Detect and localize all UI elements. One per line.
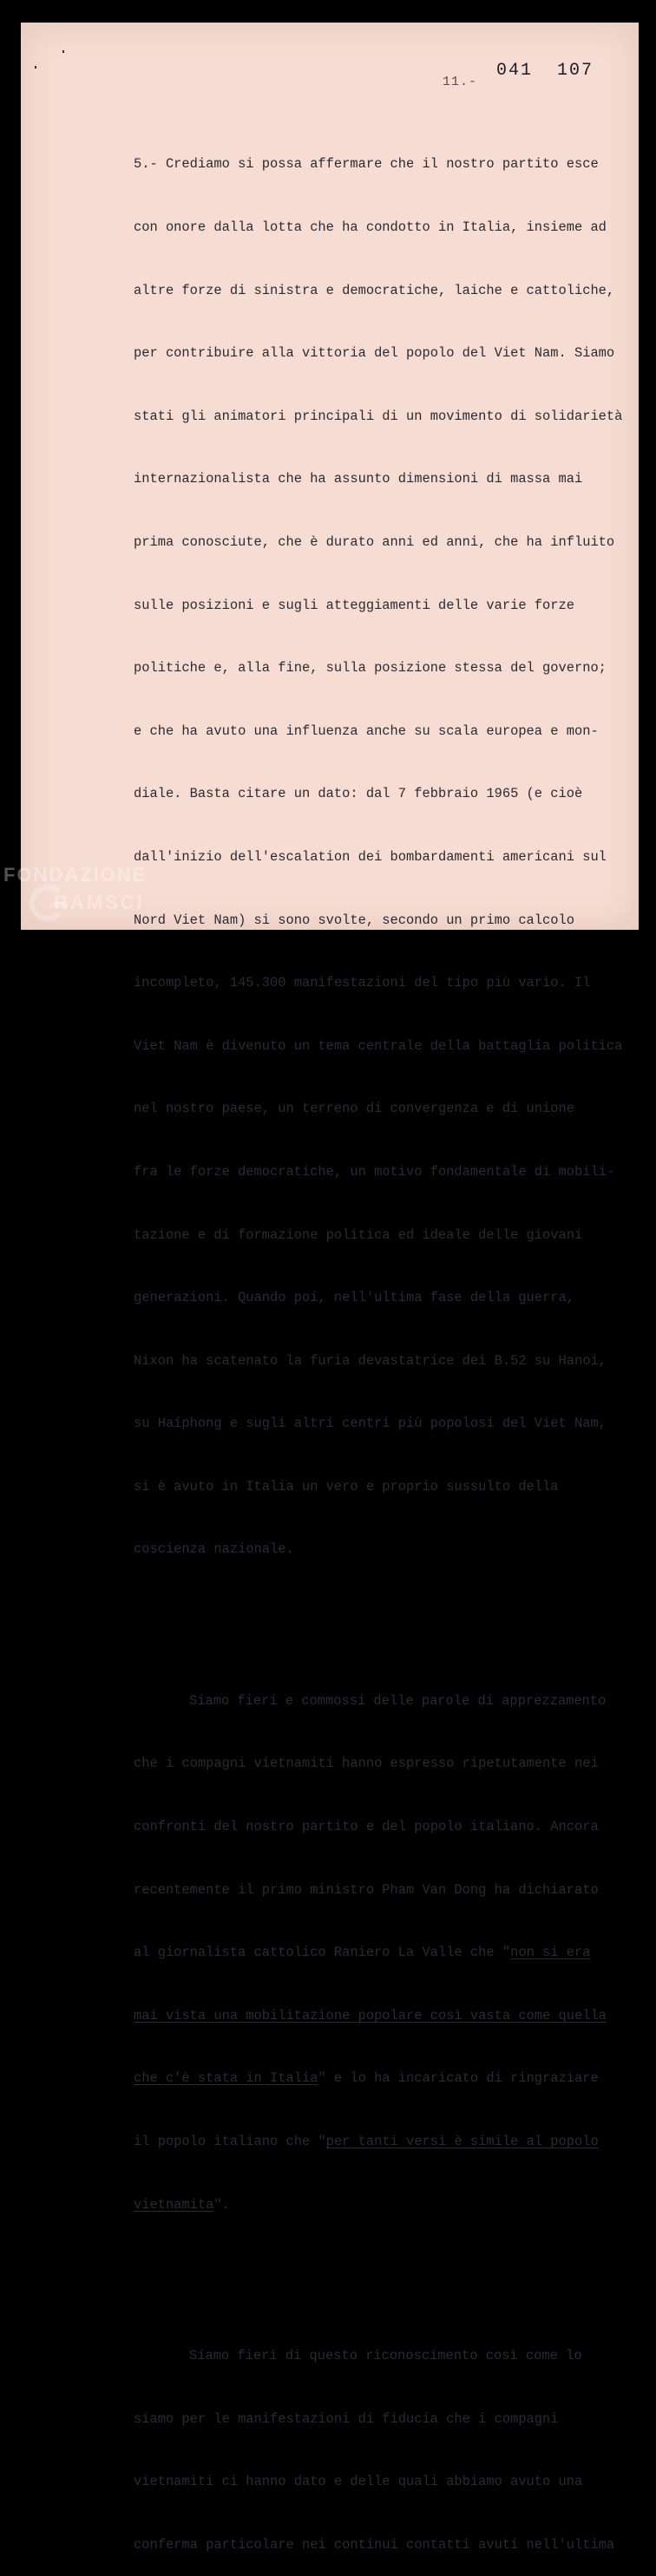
underlined-quote: per tanti versi è simile al popolo bbox=[325, 2134, 599, 2150]
text-line: diale. Basta citare un dato: dal 7 febbraio 1965 (e cioè bbox=[134, 786, 583, 802]
text-segment: il popolo italiano che " bbox=[134, 2134, 326, 2150]
text-line: prima conosciute, che è durato anni ed anni, che ha influito bbox=[134, 533, 615, 550]
text-line: con onore dalla lotta che ha condotto in Italia, insieme ad bbox=[134, 219, 607, 235]
fondazione-gramsci-watermark bbox=[3, 864, 147, 914]
text-line bbox=[134, 2194, 620, 2215]
text-line: vietnamiti ci hanno dato e delle quali abbiamo avuto una bbox=[134, 2474, 583, 2490]
text-line: stati gli animatori principali di un movimento di solidarietà bbox=[134, 408, 623, 424]
dust-speck bbox=[62, 50, 64, 53]
document-body bbox=[134, 112, 623, 2576]
text-line: sulle posizioni e sugli atteggiamenti delle varie forze bbox=[134, 597, 574, 613]
text-line: tazione e di formazione politica ed ideale delle giovani bbox=[134, 1226, 583, 1243]
text-line: dall'inizio dell'escalation dei bombardamenti americani sul bbox=[134, 848, 607, 865]
text-line bbox=[134, 2068, 620, 2089]
underlined-quote: non si era bbox=[510, 1945, 591, 1961]
watermark-g-bar bbox=[50, 902, 68, 907]
text-line: Nixon ha scatenato la furia devastatrice dei B.52 su Hanoi, bbox=[134, 1352, 607, 1369]
text-line: generazioni. Quando poi, nell'ultima fase della guerra, bbox=[134, 1290, 574, 1306]
text-line: recentemente il primo ministro Pham Van Dong ha dichiarato bbox=[134, 1881, 599, 1898]
text-line: 5.- Crediamo si possa affermare che il nostro partito esce bbox=[134, 156, 599, 173]
text-line: confronti del nostro partito e del popolo italiano. Ancora bbox=[134, 1819, 599, 1835]
text-segment: " e lo ha incaricato di ringraziare bbox=[318, 2070, 599, 2087]
text-segment: ". bbox=[213, 2196, 230, 2213]
watermark-line2: RAMSCI bbox=[54, 892, 145, 913]
text-line: si è avuto in Italia un vero e proprio sussulto della bbox=[134, 1478, 559, 1494]
text-line: conferma particolare nei continui contatti avuti nell'ultima bbox=[134, 2536, 615, 2553]
watermark-line1: FONDAZIONE bbox=[3, 864, 148, 886]
text-line: altre forze di sinistra e democratiche, laiche e cattoliche, bbox=[134, 282, 615, 298]
text-line: su Haiphong e sugli altri centri più popolosi del Viet Nam, bbox=[134, 1415, 607, 1432]
dust-speck bbox=[35, 66, 36, 69]
text-line: nel nostro paese, un terreno di convergenza e di unione bbox=[134, 1101, 574, 1117]
text-line: coscienza nazionale. bbox=[134, 1541, 294, 1558]
paragraph-gap bbox=[134, 1623, 620, 1627]
text-line: per contribuire alla vittoria del popolo del Viet Nam. Siamo bbox=[134, 345, 615, 362]
underlined-quote: che c'è stata in Italia bbox=[134, 2070, 318, 2087]
underlined-quote: vietnamita bbox=[134, 2196, 214, 2213]
text-line: politiche e, alla fine, sulla posizione stessa del governo; bbox=[134, 660, 607, 677]
paragraph-gap bbox=[134, 2278, 620, 2282]
text-line: che i compagni vietnamiti hanno espresso ripetutamente nei bbox=[134, 1755, 599, 1772]
text-line: siamo per le manifestazioni di fiducia che i compagni bbox=[134, 2410, 559, 2427]
text-line: Siamo fieri e commossi delle parole di apprezzamento bbox=[189, 1692, 607, 1709]
archive-stamp-number: 041 107 bbox=[496, 61, 594, 81]
text-line bbox=[134, 2131, 620, 2152]
text-line: e che ha avuto una influenza anche su scala europea e mon- bbox=[134, 722, 599, 739]
text-segment: al giornalista cattolico Raniero La Valle che " bbox=[134, 1945, 511, 1961]
underlined-quote: mai vista una mobilitazione popolare così vasta come quella bbox=[134, 2007, 607, 2024]
text-line: incompleto, 145.300 manifestazioni del tipo più vario. Il bbox=[134, 975, 591, 991]
text-line: fra le forze democratiche, un motivo fondamentale di mobili- bbox=[134, 1163, 615, 1180]
page-number: 11.- bbox=[443, 75, 478, 89]
text-line: Viet Nam è divenuto un tema centrale della battaglia politica bbox=[134, 1037, 623, 1054]
text-line: Siamo fieri di questo riconoscimento così come lo bbox=[189, 2348, 582, 2364]
text-line bbox=[134, 2005, 620, 2026]
text-line: internazionalista che ha assunto dimensioni di massa mai bbox=[134, 471, 583, 487]
text-line: Nord Viet Nam) si sono svolte, secondo un primo calcolo bbox=[134, 912, 574, 928]
text-line bbox=[134, 1942, 620, 1963]
